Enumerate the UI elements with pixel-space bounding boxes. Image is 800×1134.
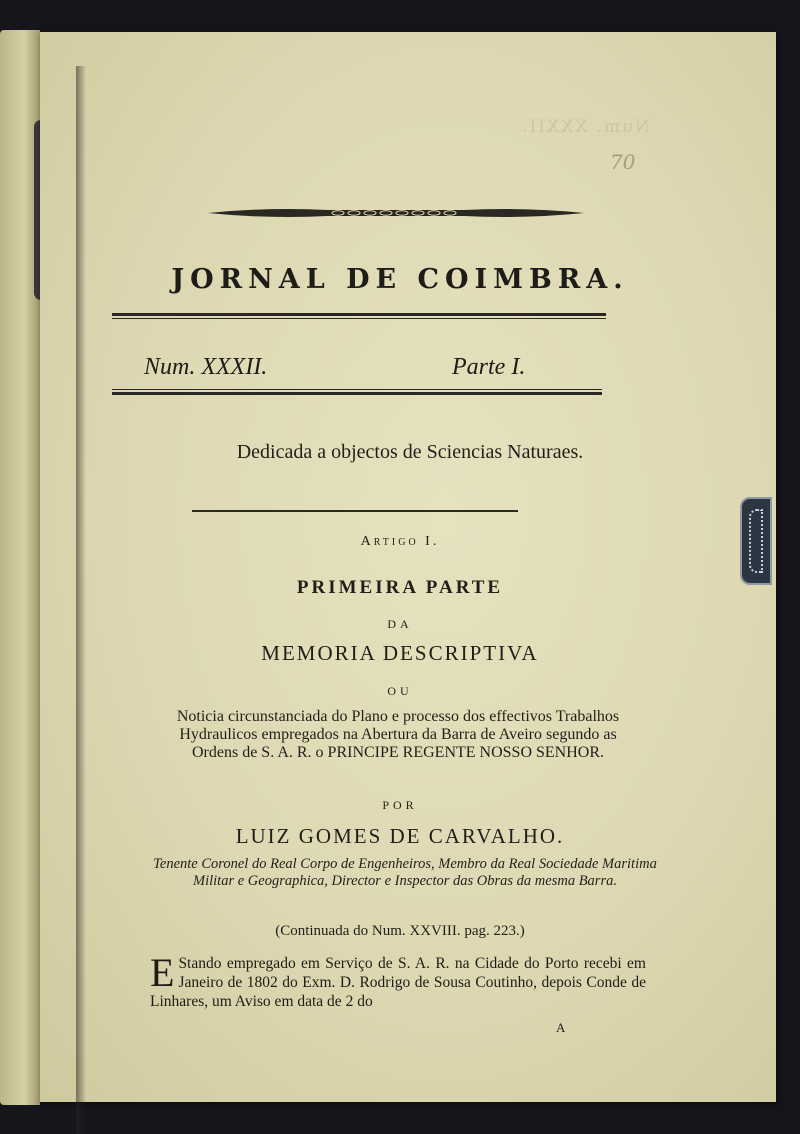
bleed-through-page-number: 70 <box>610 150 636 174</box>
journal-title: JORNAL DE COIMBRA. <box>171 264 629 295</box>
dedication: Dedicada a objectos de Sciencias Naturaes. <box>236 441 584 463</box>
article-label: Artigo I. <box>360 534 440 549</box>
rule-top-1 <box>112 313 606 316</box>
article-heading-title: MEMORIA DESCRIPTIVA <box>261 641 539 665</box>
rule-top-2 <box>112 318 606 319</box>
ornament-rule <box>208 205 584 221</box>
drop-cap: E <box>150 950 175 995</box>
facing-page-edge <box>0 30 40 1105</box>
document-page <box>40 32 776 1102</box>
rule-bottom-1 <box>112 389 602 390</box>
signature-mark: A <box>556 1020 566 1035</box>
body-paragraph <box>150 950 646 1011</box>
bookmark-tab <box>740 497 772 585</box>
issue-part: Parte I. <box>452 354 526 380</box>
article-ou: OU <box>387 684 413 698</box>
continuation-note: (Continuada do Num. XXVIII. pag. 223.) <box>275 923 525 939</box>
article-heading-part: PRIMEIRA PARTE <box>296 577 504 598</box>
bleed-through-header: Num. XXXII. <box>520 117 650 137</box>
article-author: LUIZ GOMES DE CARVALHO. <box>235 824 565 848</box>
section-rule <box>192 510 518 512</box>
article-subtitle: Noticia circunstanciada do Plano e processo dos effectivos Trabalhos Hydraulicos empregados na Abertura da Barra de Aveiro segundo as Ordens de S. A. R. o PRINCIPE REGENTE NOSSO SENHOR. <box>176 708 620 761</box>
issue-number: Num. XXXII. <box>144 354 268 380</box>
article-por: POR <box>382 798 418 812</box>
article-da: DA <box>387 617 413 631</box>
author-credentials: Tenente Coronel do Real Corpo de Engenheiros, Membro da Real Sociedade Maritima Militar e Geographica, Director e Inspector das Obras da mesma Barra. <box>153 856 657 889</box>
rule-bottom-2 <box>112 392 602 395</box>
spine-shadow <box>76 66 86 1134</box>
body-text: Stando empregado em Serviço de S. A. R. na Cidade do Porto recebi em Janeiro de 1802 do Exm. D. Rodrigo de Sousa Coutinho, depois Conde de Linhares, um Aviso em data de 2 do <box>150 955 646 1010</box>
